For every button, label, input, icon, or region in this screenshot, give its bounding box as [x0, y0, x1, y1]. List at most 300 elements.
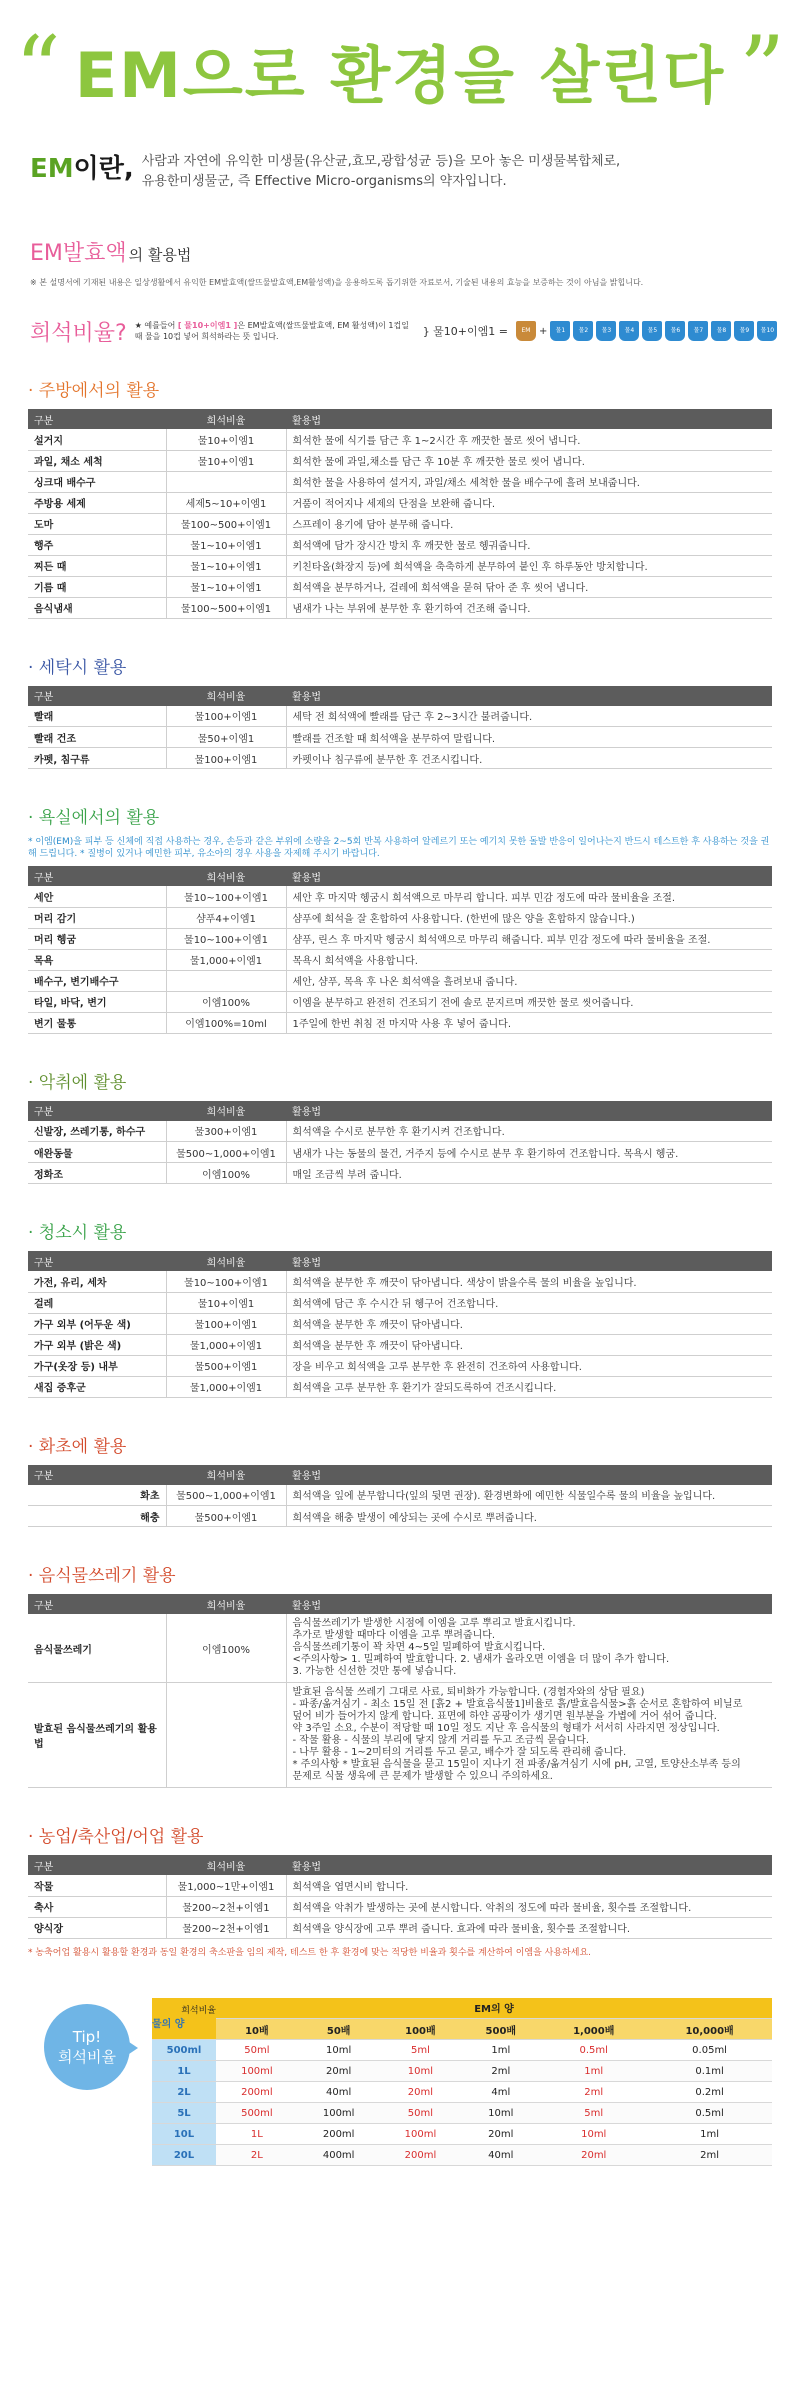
col-header: 희석비율 — [166, 1855, 286, 1875]
row-method: 빨래를 건조할 때 희석액을 분무하여 말립니다. — [286, 727, 772, 748]
row-method: 거품이 적어지나 세제의 단점을 보완해 줍니다. — [286, 492, 772, 513]
row-ratio: 물1,000+이엠1 — [166, 949, 286, 970]
table-row — [28, 513, 772, 534]
water-cup-icon: 물5 — [642, 321, 662, 341]
table-row — [28, 970, 772, 991]
em-amount-cell: 1ml — [461, 2040, 540, 2061]
table-header-row — [152, 1998, 772, 2019]
table-header-row — [28, 1465, 772, 1485]
em-amount-cell: 1ml — [540, 2061, 647, 2082]
agri-table — [28, 1855, 772, 1939]
row-ratio: 물10~100+이엠1 — [166, 928, 286, 949]
dilution-explainer — [0, 288, 800, 348]
intro-em: EM — [30, 154, 74, 184]
row-method: 희석액을 양식장에 고루 뿌려 줍니다. 효과에 따라 물비율, 횟수를 조절합니다. — [286, 1917, 772, 1938]
col-header: 활용법 — [286, 1855, 772, 1875]
em-amount-cell: 5ml — [540, 2103, 647, 2124]
em-amount-cell: 2ml — [540, 2082, 647, 2103]
row-ratio: 이엠100% — [166, 1614, 286, 1683]
row-ratio: 물1,000~1만+이엠1 — [166, 1875, 286, 1896]
row-category: 빨래 — [28, 706, 166, 727]
close-quote: ” — [739, 17, 786, 122]
col-header: 구분 — [28, 409, 166, 429]
table-row — [28, 748, 772, 769]
row-method: 희석한 물을 사용하여 설거지, 과일/채소 세척한 물을 배수구에 흘려 보내줍니다. — [286, 471, 772, 492]
table-row — [152, 2145, 772, 2166]
table-row — [152, 2061, 772, 2082]
col-header: 구분 — [28, 866, 166, 886]
row-ratio: 물10+이엠1 — [166, 1292, 286, 1313]
row-ratio: 물10+이엠1 — [166, 429, 286, 450]
section-title: · 주방에서의 활용 — [28, 381, 160, 401]
em-cup-icon: EM — [516, 321, 536, 341]
row-category: 기름 때 — [28, 576, 166, 597]
row-ratio: 이엠100% — [166, 1163, 286, 1184]
table-header-row — [28, 866, 772, 886]
dilution-highlight: [ 물10+이엠1 ] — [177, 321, 238, 330]
row-category: 발효된 음식물쓰레기의 활용법 — [28, 1683, 166, 1788]
table-row — [28, 1376, 772, 1397]
ratio-header: 100배 — [380, 2019, 462, 2040]
table-header-row — [28, 1101, 772, 1121]
col-header: 희석비율 — [166, 686, 286, 706]
tip-bubble — [44, 2004, 130, 2090]
row-category: 설거지 — [28, 429, 166, 450]
col-header: 활용법 — [286, 866, 772, 886]
row-method: 희석액에 담가 장시간 방치 후 깨끗한 물로 헹궈줍니다. — [286, 534, 772, 555]
table-row — [28, 949, 772, 970]
col-header: 활용법 — [286, 1465, 772, 1485]
section-plants — [0, 1398, 800, 1528]
row-method: 희석액을 분무한 후 깨끗이 닦아냅니다. 색상이 밝을수록 물의 비율을 높입니다. — [286, 1271, 772, 1292]
row-category: 애완동물 — [28, 1142, 166, 1163]
food-waste-table — [28, 1594, 772, 1788]
row-ratio: 샴푸4+이엠1 — [166, 907, 286, 928]
row-category: 변기 물통 — [28, 1012, 166, 1033]
col-header: 희석비율 — [166, 409, 286, 429]
intro-title-rest: 이란, — [73, 154, 134, 184]
table-row — [152, 2124, 772, 2145]
table-header-row — [28, 686, 772, 706]
row-method: 세안 후 마지막 헹굼시 희석액으로 마무리 합니다. 피부 민감 정도에 따라 물비율을 조절. — [286, 886, 772, 907]
row-category: 과일, 채소 세척 — [28, 450, 166, 471]
ratio-header: 10,000배 — [647, 2019, 772, 2040]
section-food-waste — [0, 1527, 800, 1788]
water-amount: 5L — [152, 2103, 216, 2124]
row-category: 가구 외부 (밝은 색) — [28, 1334, 166, 1355]
table-row — [152, 2082, 772, 2103]
row-method: 목욕시 희석액을 사용합니다. — [286, 949, 772, 970]
row-category: 해충 — [28, 1506, 166, 1527]
row-ratio: 물50+이엠1 — [166, 727, 286, 748]
row-ratio: 물10+이엠1 — [166, 450, 286, 471]
row-ratio — [166, 970, 286, 991]
col-header: 희석비율 — [166, 1465, 286, 1485]
em-amount-cell: 40ml — [298, 2082, 380, 2103]
table-row — [28, 492, 772, 513]
section-title: · 화초에 활용 — [28, 1436, 127, 1457]
row-ratio: 물10~100+이엠1 — [166, 886, 286, 907]
row-ratio: 이엠100% — [166, 991, 286, 1012]
method-line: * 주의사항 * 발효된 음식물을 묻고 15일이 지나기 전 파종/옮겨심기 시에 pH, 고열, 토양산소부족 등의 — [292, 1759, 741, 1770]
section-kitchen — [0, 348, 800, 619]
row-ratio: 세제5~10+이엠1 — [166, 492, 286, 513]
em-amount-cell: 20ml — [298, 2061, 380, 2082]
section-title: · 세탁시 활용 — [28, 657, 127, 678]
row-method: 냄새가 나는 부위에 분무한 후 환기하여 건조해 줍니다. — [286, 597, 772, 618]
row-category: 싱크대 배수구 — [28, 471, 166, 492]
method-line: - 파종/옮겨심기 - 최소 15일 전 [흙2 + 발효음식물1]비율로 흙/발효음식물>흙 순서로 혼합하여 비닐로 — [292, 1699, 743, 1710]
row-method: 이엠을 분무하고 완전히 건조되기 전에 솔로 문지르며 깨끗한 물로 씻어줍니다. — [286, 991, 772, 1012]
bath-table — [28, 866, 772, 1034]
hero-title: EM으로 환경을 살린다 — [74, 38, 726, 112]
row-category: 목욕 — [28, 949, 166, 970]
table-header-row — [28, 409, 772, 429]
table-row — [28, 576, 772, 597]
water-cup-icon: 물7 — [688, 321, 708, 341]
em-amount-cell: 0.5ml — [647, 2103, 772, 2124]
table-body — [28, 429, 772, 618]
row-method: 희석한 물에 과일,채소를 담근 후 10분 후 깨끗한 물로 씻어 냅니다. — [286, 450, 772, 471]
laundry-table — [28, 686, 772, 770]
table-row — [28, 1121, 772, 1142]
table-row — [28, 991, 772, 1012]
method-line: 약 3주일 소요, 수분이 적당할 때 10일 정도 지난 후 음식물의 형태가 서서히 사라지면 정상입니다. — [292, 1723, 720, 1734]
intro-title — [30, 148, 134, 185]
row-category: 정화조 — [28, 1163, 166, 1184]
col-header: 활용법 — [286, 1101, 772, 1121]
table-body — [28, 1121, 772, 1184]
row-method: 희석액을 잎에 분무합니다(잎의 뒷면 권장). 환경변화에 예민한 식물일수록 물의 비율을 높입니다. — [286, 1485, 772, 1506]
em-amount-cell: 100ml — [216, 2061, 298, 2082]
corner-top: 희석비율 — [181, 2006, 216, 2017]
row-method: 장을 비우고 희석액을 고루 분무한 후 완전히 건조하여 사용합니다. — [286, 1355, 772, 1376]
table-row — [28, 1917, 772, 1938]
tip-line-1: Tip! — [72, 2027, 102, 2046]
em-amount-header: EM의 양 — [216, 1998, 772, 2019]
col-header: 희석비율 — [166, 1251, 286, 1271]
row-method — [286, 1614, 772, 1683]
row-method: 냄새가 나는 동물의 물건, 거주지 등에 수시로 분무 후 환기하여 건조합니다. 목욕시 헹굼. — [286, 1142, 772, 1163]
intro-line-2: 유용한미생물군, 즉 Effective Micro-organisms의 약자입니다. — [141, 174, 507, 189]
table-row — [28, 471, 772, 492]
row-method: 세안, 샴푸, 목욕 후 나온 희석액을 흘려보내 줍니다. — [286, 970, 772, 991]
section-cleaning — [0, 1184, 800, 1398]
odor-table — [28, 1101, 772, 1185]
table-row — [28, 1683, 772, 1788]
row-method: 희석한 물에 식기를 담근 후 1~2시간 후 깨끗한 물로 씻어 냅니다. — [286, 429, 772, 450]
em-amount-cell: 2L — [216, 2145, 298, 2166]
section-agri — [0, 1788, 800, 1958]
row-category: 작물 — [28, 1875, 166, 1896]
col-header: 구분 — [28, 1251, 166, 1271]
tip-dilution-area — [0, 1958, 800, 2167]
usage-heading — [0, 192, 800, 267]
row-ratio: 물500+이엠1 — [166, 1506, 286, 1527]
table-body — [152, 2040, 772, 2166]
row-category: 카펫, 침구류 — [28, 748, 166, 769]
water-cup-icon: 물2 — [573, 321, 593, 341]
table-row — [152, 2040, 772, 2061]
table-header-row — [28, 1594, 772, 1614]
table-row — [28, 1614, 772, 1683]
row-method: 희석액을 분무한 후 깨끗이 닦아냅니다. — [286, 1334, 772, 1355]
em-amount-cell: 1L — [216, 2124, 298, 2145]
row-ratio: 물200~2천+이엠1 — [166, 1896, 286, 1917]
method-line: 음식물쓰레기가 발생한 시점에 이엠을 고루 뿌리고 발효시킵니다. — [292, 1618, 576, 1629]
table-row — [28, 1485, 772, 1506]
water-amount: 2L — [152, 2082, 216, 2103]
table-row — [28, 1896, 772, 1917]
section-title: · 음식물쓰레기 활용 — [28, 1566, 176, 1586]
row-ratio — [166, 471, 286, 492]
dilution-formula: } 물10+이엠1 = — [422, 325, 508, 338]
row-category: 타일, 바닥, 변기 — [28, 991, 166, 1012]
section-note: * 이엠(EM)을 피부 등 신체에 직접 사용하는 경우, 손등과 같은 부위에 소량을 2~5회 반복 사용하여 알레르기 또는 예기치 못한 돌발 반응이 일어나는지 반드시 테스트한 후 사용하는 것을 권해 드립니다. * 질병이 있거나 예민한 피부, 유소아의 경우 사용을 자제해 주시기 바랍니다. — [28, 837, 770, 859]
em-amount-cell: 10ml — [540, 2124, 647, 2145]
em-amount-cell: 40ml — [461, 2145, 540, 2166]
row-method — [286, 1683, 772, 1788]
kitchen-table — [28, 409, 772, 619]
usage-heading-pink: EM발효액 — [30, 241, 127, 266]
em-amount-cell: 10ml — [298, 2040, 380, 2061]
row-method: 세탁 전 희석액에 빨래를 담근 후 2~3시간 불려줍니다. — [286, 706, 772, 727]
table-row — [152, 2103, 772, 2124]
water-amount: 10L — [152, 2124, 216, 2145]
table-body — [28, 1485, 772, 1527]
ratio-header: 1,000배 — [540, 2019, 647, 2040]
table-body — [28, 1875, 772, 1938]
col-header: 구분 — [28, 1855, 166, 1875]
row-category: 새집 증후군 — [28, 1376, 166, 1397]
method-line: 발효된 음식물 쓰레기 그대로 사료, 퇴비화가 가능합니다. (경험자와의 상담 필요) — [292, 1687, 645, 1698]
row-method: 샴푸에 희석을 잘 혼합하여 사용합니다. (한번에 많은 양을 혼합하지 않습니다.) — [286, 907, 772, 928]
row-category: 빨래 건조 — [28, 727, 166, 748]
dilution-label: 희석비율? — [30, 320, 127, 346]
col-header: 구분 — [28, 1101, 166, 1121]
row-ratio: 물1~10+이엠1 — [166, 555, 286, 576]
em-amount-cell: 20ml — [461, 2124, 540, 2145]
corner-bottom: 물의 양 — [152, 2019, 185, 2031]
em-amount-cell: 20ml — [540, 2145, 647, 2166]
em-amount-cell: 20ml — [380, 2082, 462, 2103]
col-header: 활용법 — [286, 409, 772, 429]
section-laundry — [0, 619, 800, 770]
row-category: 도마 — [28, 513, 166, 534]
table-body — [28, 1271, 772, 1397]
row-category: 가구(옷장 등) 내부 — [28, 1355, 166, 1376]
row-method: 매일 조금씩 부려 줍니다. — [286, 1163, 772, 1184]
section-odor — [0, 1034, 800, 1185]
row-ratio: 물100+이엠1 — [166, 748, 286, 769]
table-row — [28, 1163, 772, 1184]
table-row — [28, 597, 772, 618]
method-line: - 작물 활용 - 식물의 부리에 닿지 않게 거리를 두고 조금씩 묻습니다. — [292, 1735, 590, 1746]
row-category: 머리 감기 — [28, 907, 166, 928]
table-row — [28, 450, 772, 471]
row-category: 찌든 때 — [28, 555, 166, 576]
em-amount-cell: 500ml — [216, 2103, 298, 2124]
ratio-header: 10배 — [216, 2019, 298, 2040]
water-cup-icon: 물8 — [711, 321, 731, 341]
row-method: 희석액을 분무한 후 깨끗이 닦아냅니다. — [286, 1313, 772, 1334]
em-amount-cell: 100ml — [380, 2124, 462, 2145]
row-category: 화초 — [28, 1485, 166, 1506]
table-row — [28, 534, 772, 555]
section-title: · 악취에 활용 — [28, 1072, 127, 1093]
method-line: 추가로 발생할 때마다 이엠을 고루 뿌려줍니다. — [292, 1630, 496, 1641]
table-row — [28, 706, 772, 727]
row-category: 가구 외부 (어두운 색) — [28, 1313, 166, 1334]
table-row — [28, 555, 772, 576]
col-header: 희석비율 — [166, 866, 286, 886]
water-amount: 20L — [152, 2145, 216, 2166]
method-line: - 나무 활용 - 1~2미터의 거리를 두고 묻고, 배수가 잘 되도록 관리해 줍니다. — [292, 1747, 627, 1758]
row-ratio: 물100+이엠1 — [166, 1313, 286, 1334]
em-amount-cell: 200ml — [380, 2145, 462, 2166]
dilution-table — [152, 1998, 772, 2167]
table-row — [28, 907, 772, 928]
em-amount-cell: 0.2ml — [647, 2082, 772, 2103]
section-title: · 욕실에서의 활용 — [28, 808, 160, 828]
row-category: 양식장 — [28, 1917, 166, 1938]
em-amount-cell: 10ml — [380, 2061, 462, 2082]
em-amount-cell: 0.5ml — [540, 2040, 647, 2061]
table-row — [28, 1334, 772, 1355]
row-ratio: 물1,000+이엠1 — [166, 1376, 286, 1397]
intro-line-1: 사람과 자연에 유익한 미생물(유산균,효모,광합성균 등)을 모아 놓은 미생물복합체로, — [141, 154, 621, 169]
row-ratio — [166, 1683, 286, 1788]
em-amount-cell: 100ml — [298, 2103, 380, 2124]
row-method: 희석액에 담근 후 수시간 뒤 헹구어 건조합니다. — [286, 1292, 772, 1313]
table-body — [28, 1614, 772, 1788]
ratio-header: 50배 — [298, 2019, 380, 2040]
row-category: 가전, 유리, 세차 — [28, 1271, 166, 1292]
row-category: 머리 헹굼 — [28, 928, 166, 949]
usage-heading-rest: 의 활용법 — [128, 246, 192, 264]
col-header: 희석비율 — [166, 1594, 286, 1614]
row-ratio: 물10~100+이엠1 — [166, 1271, 286, 1292]
table-header-row — [28, 1251, 772, 1271]
ratio-header: 500배 — [461, 2019, 540, 2040]
water-cup-icon: 물9 — [734, 321, 754, 341]
col-header: 활용법 — [286, 686, 772, 706]
row-method: 스프레이 용기에 담아 분무해 줍니다. — [286, 513, 772, 534]
section-title: · 농업/축산업/어업 활용 — [28, 1827, 204, 1847]
row-ratio: 이엠100%=10ml — [166, 1012, 286, 1033]
row-ratio: 물500~1,000+이엠1 — [166, 1485, 286, 1506]
em-amount-cell: 200ml — [216, 2082, 298, 2103]
table-row — [28, 727, 772, 748]
row-method: 희석액을 고루 분무한 후 환기가 잘되도록하여 건조시킵니다. — [286, 1376, 772, 1397]
table-row — [28, 1142, 772, 1163]
ratio-header-row — [152, 2019, 772, 2040]
col-header: 구분 — [28, 1465, 166, 1485]
table-row — [28, 1271, 772, 1292]
row-category: 축사 — [28, 1896, 166, 1917]
em-amount-cell: 2ml — [461, 2061, 540, 2082]
intro-description — [142, 148, 620, 192]
table-row — [28, 886, 772, 907]
row-category: 음식냄새 — [28, 597, 166, 618]
em-amount-cell: 2ml — [647, 2145, 772, 2166]
table-row — [28, 1313, 772, 1334]
method-line: 3. 가능한 신선한 것만 통에 넣습니다. — [292, 1666, 457, 1677]
table-row — [28, 1875, 772, 1896]
table-row — [28, 1012, 772, 1033]
row-category: 주방용 세제 — [28, 492, 166, 513]
col-header: 희석비율 — [166, 1101, 286, 1121]
table-row — [28, 1506, 772, 1527]
em-amount-cell: 50ml — [380, 2103, 462, 2124]
row-method: 희석액을 악취가 발생하는 곳에 분시합니다. 악취의 정도에 따라 물비율, 횟수를 조절합니다. — [286, 1896, 772, 1917]
water-cup-icon: 물10 — [757, 321, 777, 341]
row-ratio: 물200~2천+이엠1 — [166, 1917, 286, 1938]
open-quote: “ — [14, 17, 61, 122]
row-method: 희석액을 해충 발생이 예상되는 곳에 수시로 뿌려줍니다. — [286, 1506, 772, 1527]
row-category: 신발장, 쓰레기통, 하수구 — [28, 1121, 166, 1142]
plus-sign: + — [539, 325, 548, 337]
row-ratio: 물500~1,000+이엠1 — [166, 1142, 286, 1163]
method-line: <주의사항> 1. 밀폐하여 발효합니다. 2. 냄새가 올라오면 이엠을 더 많이 추가 합니다. — [292, 1654, 670, 1665]
row-method: 1주일에 한번 취침 전 마지막 사용 후 넣어 줍니다. — [286, 1012, 772, 1033]
row-method: 키친타올(화장지 등)에 희석액을 축축하게 분무하여 붙인 후 하루동안 방치합니다. — [286, 555, 772, 576]
water-amount: 500ml — [152, 2040, 216, 2061]
intro-block — [0, 140, 800, 192]
em-amount-cell: 4ml — [461, 2082, 540, 2103]
em-amount-cell: 1ml — [647, 2124, 772, 2145]
row-ratio: 물100+이엠1 — [166, 706, 286, 727]
col-header: 구분 — [28, 686, 166, 706]
em-amount-cell: 5ml — [380, 2040, 462, 2061]
col-header: 활용법 — [286, 1251, 772, 1271]
table-row — [28, 928, 772, 949]
corner-header — [152, 1998, 216, 2040]
section-bath — [0, 769, 800, 1034]
hero-banner — [0, 0, 800, 140]
plants-table — [28, 1465, 772, 1528]
row-ratio: 물100~500+이엠1 — [166, 513, 286, 534]
cleaning-table — [28, 1251, 772, 1398]
water-cup-icon: 물4 — [619, 321, 639, 341]
row-ratio: 물1~10+이엠1 — [166, 576, 286, 597]
table-header-row — [28, 1855, 772, 1875]
cup-illustration — [516, 321, 777, 341]
row-category: 세안 — [28, 886, 166, 907]
row-category: 배수구, 변기배수구 — [28, 970, 166, 991]
em-amount-cell: 200ml — [298, 2124, 380, 2145]
row-ratio: 물1~10+이엠1 — [166, 534, 286, 555]
col-header: 활용법 — [286, 1594, 772, 1614]
em-amount-cell: 50ml — [216, 2040, 298, 2061]
water-cup-icon: 물1 — [550, 321, 570, 341]
row-method: 희석액을 엽면시비 합니다. — [286, 1875, 772, 1896]
tip-line-2: 희석비율 — [58, 2047, 116, 2066]
row-category: 행주 — [28, 534, 166, 555]
row-ratio: 물300+이엠1 — [166, 1121, 286, 1142]
row-ratio: 물1,000+이엠1 — [166, 1334, 286, 1355]
table-row — [28, 1292, 772, 1313]
row-method: 샴푸, 린스 후 마지막 헹굼시 희석액으로 마무리 해줍니다. 피부 민감 정도에 따라 물비율을 조절. — [286, 928, 772, 949]
section-title: · 청소시 활용 — [28, 1223, 127, 1243]
table-body — [28, 886, 772, 1033]
method-line: 문제로 식물 생육에 큰 문제가 발생할 수 있으니 주의하세요. — [292, 1771, 553, 1782]
table-row — [28, 429, 772, 450]
dilution-note: ★ 예를들어 [ 물10+이엠1 ]은 EM발효액(쌀뜨물발효액, EM 활성액)이 1컵일 때 물을 10컵 넣어 희석하라는 뜻 입니다. — [134, 321, 409, 341]
row-method: 카펫이나 침구류에 분무한 후 건조시킵니다. — [286, 748, 772, 769]
method-line: 덮어 비가 들어가지 않게 합니다. 표면에 하얀 곰팡이가 생기면 원부분을 가볍에 거어 섞어 줍니다. — [292, 1711, 717, 1722]
agri-footnote: * 농축어업 활용시 활용할 환경과 동일 환경의 축소판을 임의 제작, 테스트 한 후 환경에 맞는 적당한 비율과 횟수를 계산하여 이엠을 사용하세요. — [28, 1947, 591, 1958]
